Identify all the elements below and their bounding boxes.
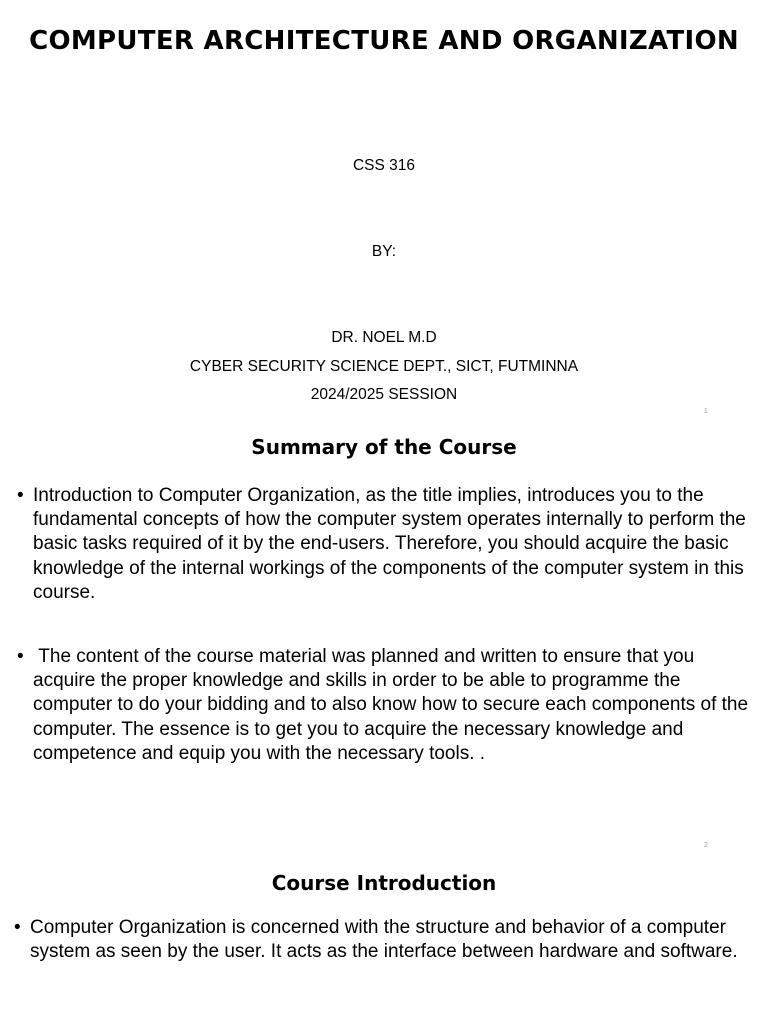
document-title: COMPUTER ARCHITECTURE AND ORGANIZATION [29, 26, 739, 56]
bullet-icon: • [17, 646, 24, 668]
list-item [14, 916, 759, 964]
course-introduction-heading: Course Introduction [271, 871, 497, 895]
department-line: CYBER SECURITY SCIENCE DEPT., SICT, FUTMINNA [189, 358, 579, 375]
title-slide [0, 0, 768, 432]
course-introduction-slide [0, 864, 768, 1024]
bullet-text: Computer Organization is concerned with the structure and behavior of a computer system as seen by the user. It acts as the interface between hardware and software. [30, 917, 738, 963]
summary-slide [0, 432, 768, 864]
bullet-icon: • [17, 485, 24, 506]
author-name: DR. NOEL M.D [331, 329, 437, 346]
page-number: 2 [704, 842, 708, 849]
bullet-icon: • [14, 917, 21, 938]
page-number: 1 [704, 408, 708, 415]
bullet-text: Introduction to Computer Organization, as the title implies, introduces you to the fundamental concepts of how the computer system operates internally to perform the basic tasks required of it by the end-users. Therefore, you should acquire the basic knowledge of the internal workings of the components of the computer system in this course. [33, 485, 746, 603]
bullet-text: The content of the course material was planned and written to ensure that you acquire the proper knowledge and skills in order to be able to programme the computer to do your bidding and to also know how to secure each components of the computer. The essence is to get you to acquire the necessary knowledge and competence and equip you with the necessary tools. . [33, 646, 754, 764]
summary-heading: Summary of the Course [251, 435, 517, 459]
introduction-bullet-list [14, 916, 759, 964]
list-item [17, 645, 759, 766]
by-label: BY: [371, 243, 397, 260]
session-line: 2024/2025 SESSION [310, 386, 458, 403]
course-code: CSS 316 [352, 157, 416, 174]
list-item [17, 484, 759, 605]
summary-bullet-list [17, 484, 759, 766]
